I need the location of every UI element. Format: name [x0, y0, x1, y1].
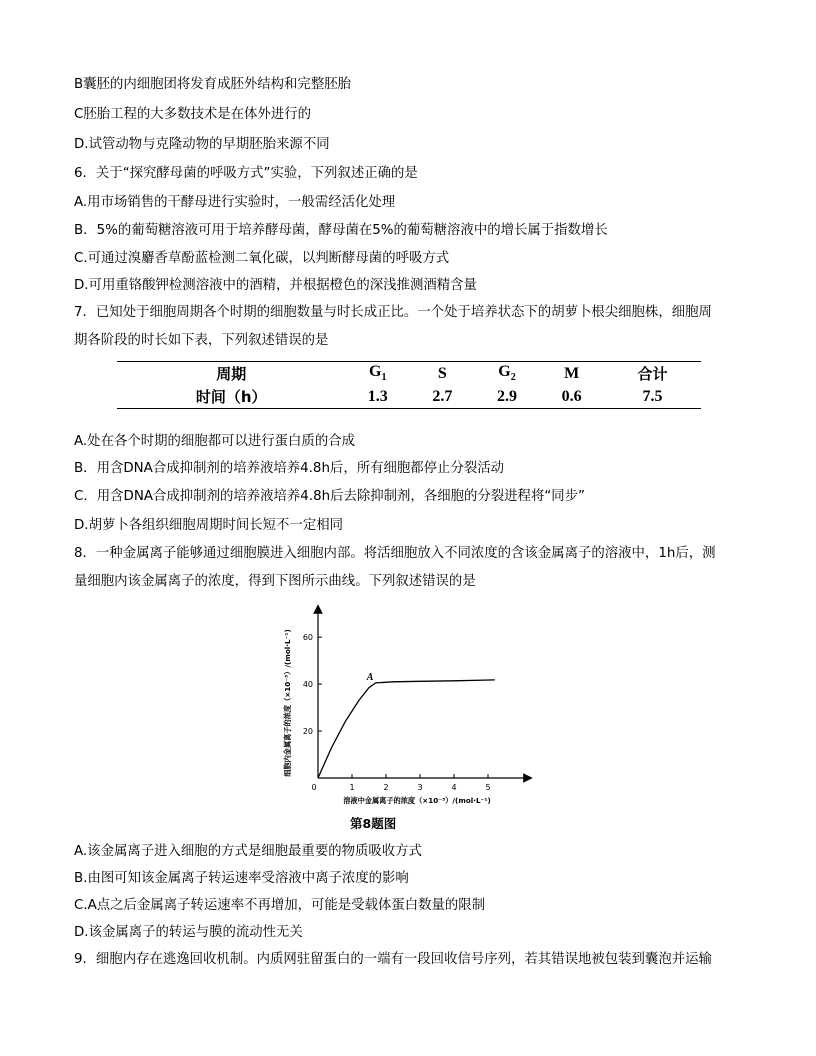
x-tick-label: 3	[417, 783, 423, 792]
question-8: 8．一种金属离子能够通过细胞膜进入细胞内部。将活细胞放入不同浓度的含该金属离子的溶液中，1h后，测	[74, 546, 716, 561]
question-7: 7．已知处于细胞周期各个时期的细胞数量与时长成正比。一个处于培养状态下的胡萝卜根尖细胞株，细胞周	[74, 305, 712, 320]
y-axis-label: 细胞内金属离子的浓度（×10⁻³）/(mol·L⁻¹)	[283, 629, 292, 777]
header-g2: $G_2$	[498, 363, 516, 384]
x-axis-label: 溶液中金属离子的浓度（×10⁻³）/(mol·L⁻¹)	[343, 796, 491, 805]
cell-s: 2.7	[432, 387, 453, 405]
data-line	[318, 680, 495, 778]
x-tick-label: 4	[451, 783, 457, 792]
header-period: 周期	[216, 365, 247, 383]
x-tick-label: 1	[349, 783, 355, 792]
q7-option-a: A.处在各个时期的细胞都可以进行蛋白质的合成	[74, 434, 355, 449]
header-s: S	[437, 364, 447, 382]
q8-option-c: C.A点之后金属离子转运速率不再增加，可能是受载体蛋白数量的限制	[74, 898, 486, 913]
row-label-time: 时间（h）	[195, 388, 267, 406]
q7-option-c: C．用含DNA合成抑制剂的培养液培养4.8h后去除抑制剂，各细胞的分裂进程将“同步”	[74, 489, 585, 504]
q6-option-b: B．5%的葡萄糖溶液可用于培养酵母菌，酵母菌在5%的葡萄糖溶液中的增长属于指数增长	[74, 223, 608, 238]
y-tick-label: 20	[302, 727, 313, 737]
line-3: D.试管动物与克隆动物的早期胚胎来源不同	[74, 137, 330, 152]
figure-caption: 第8题图	[350, 816, 397, 831]
line-1: B囊胚的内细胞团将发育成胚外结构和完整胚胎	[74, 77, 351, 92]
question-6: 6．关于“探究酵母菌的呼吸方式”实验，下列叙述正确的是	[74, 166, 418, 181]
metal-ion-chart	[270, 603, 540, 808]
q6-option-d: D.可用重铬酸钾检测溶液中的酒精，并根据橙色的深浅推测酒精含量	[74, 278, 477, 293]
x-tick-label: 5	[485, 783, 491, 792]
question-9: 9．细胞内存在逃逸回收机制。内质网驻留蛋白的一端有一段回收信号序列，若其错误地被包装到囊泡并运输	[74, 952, 712, 967]
table-header-row	[117, 362, 701, 385]
q7-option-b: B．用含DNA合成抑制剂的培养液培养4.8h后，所有细胞都停止分裂活动	[74, 461, 505, 476]
y-tick-label: 40	[302, 680, 313, 690]
header-total: 合计	[637, 365, 668, 383]
cell-m: 0.6	[561, 387, 582, 405]
header-g1: $G_1$	[369, 363, 387, 384]
origin-label: 0	[311, 783, 317, 792]
q6-option-c: C.可通过溴麝香草酚蓝检测二氧化碳，以判断酵母菌的呼吸方式	[74, 251, 450, 266]
y-tick-label: 60	[302, 633, 313, 643]
axes	[318, 609, 528, 778]
cell-g1: 1.3	[367, 387, 388, 405]
cell-total: 7.5	[642, 387, 663, 405]
cell-g2: 2.9	[497, 387, 517, 405]
question-7-cont: 期各阶段的时长如下表，下列叙述错误的是	[74, 333, 329, 348]
question-8-cont: 量细胞内该金属离子的浓度，得到下图所示曲线。下列叙述错误的是	[74, 574, 476, 589]
q6-option-a: A.用市场销售的干酵母进行实验时，一般需经活化处理	[74, 195, 396, 210]
q8-option-a: A.该金属离子进入细胞的方式是细胞最重要的物质吸收方式	[74, 844, 422, 859]
q7-option-d: D.胡萝卜各组织细胞周期时间长短不一定相同	[74, 518, 343, 533]
point-a-label: A	[366, 671, 374, 683]
header-m: M	[564, 364, 580, 382]
cell-cycle-table	[117, 361, 701, 409]
table-bottom-rule	[117, 408, 701, 409]
line-2: C胚胎工程的大多数技术是在体外进行的	[74, 107, 311, 122]
table-data-row	[117, 385, 701, 408]
q8-option-b: B.由图可知该金属离子转运速率受溶液中离子浓度的影响	[74, 871, 409, 886]
q8-option-d: D.该金属离子的转运与膜的流动性无关	[74, 925, 303, 940]
x-tick-label: 2	[383, 783, 389, 792]
